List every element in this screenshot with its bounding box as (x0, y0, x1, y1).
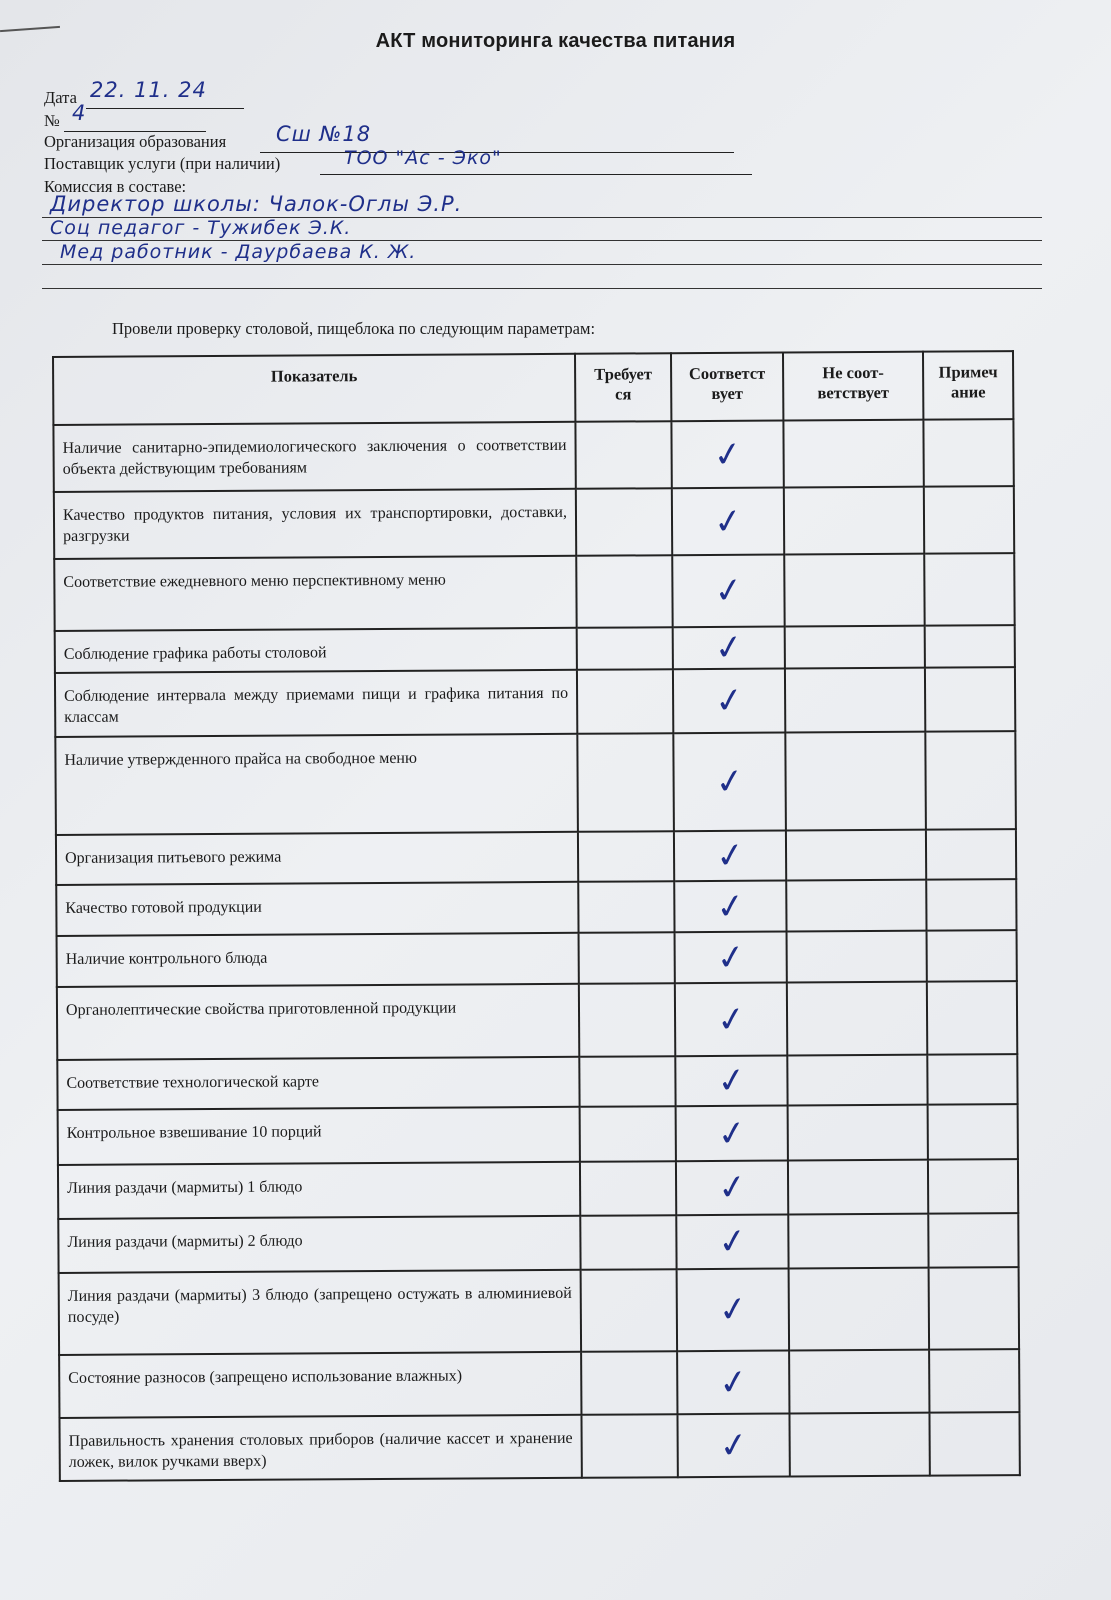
table-row (55, 625, 1015, 673)
header-complies: Соответст вует (671, 353, 783, 422)
table-row (58, 1104, 1018, 1165)
complies-cell (676, 1161, 788, 1216)
required-cell (577, 733, 674, 832)
intro-text: Провели проверку столовой, пищеблока по следующим параметрам: (112, 319, 596, 338)
number-label: № (44, 111, 60, 130)
date-underline (86, 108, 244, 109)
not-complies-cell (789, 1350, 929, 1414)
checkmark-icon: ✓ (713, 834, 748, 878)
header-note: Примеч ание (923, 351, 1013, 420)
commission-label: Комиссия в составе: (44, 177, 187, 196)
required-cell (578, 831, 674, 882)
table-row (58, 1213, 1018, 1273)
provider-label: Поставщик услуги (при наличии) (44, 154, 281, 173)
required-cell (580, 1215, 676, 1270)
table-row (55, 667, 1015, 737)
header-required: Требует ся (575, 353, 671, 422)
commission-member-3: Мед работник - Даурбаева К. Ж. (60, 241, 417, 263)
required-cell (581, 1414, 677, 1478)
not-complies-cell (783, 420, 923, 488)
number-field (44, 101, 87, 131)
table-row (53, 419, 1013, 492)
not-complies-cell (785, 668, 925, 733)
not-complies-cell (785, 732, 926, 831)
note-cell (929, 1349, 1019, 1413)
checkmark-icon: ✓ (713, 935, 748, 980)
complies-cell (676, 1215, 788, 1270)
provider-value: ТОО "Ас - Эко" (344, 147, 502, 169)
commission-member-2: Соц педагог - Тужибек Э.К. (50, 217, 352, 239)
organization-label: Организация образования (44, 132, 227, 151)
complies-cell (675, 983, 787, 1057)
checkmark-icon: ✓ (715, 1220, 750, 1264)
not-complies-cell (786, 830, 926, 881)
table-row (54, 486, 1014, 559)
provider-underline (320, 174, 752, 175)
indicator-cell: Соблюдение графика работы столовой (55, 628, 577, 673)
complies-cell (673, 669, 785, 734)
indicator-cell: Соответствие технологической карте (57, 1057, 579, 1110)
note-cell (929, 1412, 1019, 1476)
required-cell (579, 983, 675, 1057)
complies-cell (672, 555, 784, 628)
not-complies-cell (788, 1105, 928, 1161)
indicator-cell: Наличие санитарно-эпидемиологического заключения о соответствии объекта действующим требованиям (53, 422, 575, 492)
required-cell (577, 669, 673, 734)
complies-cell (677, 1269, 789, 1352)
commission-line-4 (42, 288, 1042, 289)
indicator-cell: Линия раздачи (мармиты) 2 блюдо (58, 1216, 580, 1273)
number-value: 4 (72, 101, 87, 125)
table-row (57, 930, 1017, 987)
note-cell (928, 1104, 1018, 1160)
checkmark-icon: ✓ (714, 1059, 749, 1103)
required-cell (580, 1161, 676, 1216)
checkmark-icon: ✓ (716, 1423, 751, 1468)
organization-value: Сш №18 (276, 122, 372, 146)
required-cell (579, 1056, 675, 1107)
note-cell (924, 553, 1014, 626)
complies-cell (675, 1056, 787, 1107)
checkmark-icon: ✓ (714, 1111, 749, 1156)
table-row (57, 1054, 1017, 1110)
document-title: АКТ мониторинга качества питания (375, 30, 736, 52)
indicator-cell: Состояние разносов (запрещено использование влажных) (59, 1352, 581, 1418)
required-cell (577, 627, 673, 670)
table-row (59, 1412, 1019, 1481)
indicator-cell: Линия раздачи (мармиты) 1 блюдо (58, 1162, 580, 1219)
indicator-cell: Соответствие ежедневного меню перспективному меню (54, 556, 576, 631)
date-value: 22. 11. 24 (90, 78, 207, 102)
complies-cell (674, 831, 786, 882)
note-cell (927, 930, 1017, 982)
header-not-complies: Не соот- ветствует (783, 352, 923, 421)
indicator-cell: Качество готовой продукции (56, 882, 578, 936)
not-complies-cell (787, 931, 927, 983)
table-header-row (53, 351, 1013, 425)
complies-cell (673, 627, 785, 670)
note-cell (928, 1159, 1018, 1214)
note-cell (925, 667, 1015, 732)
required-cell (575, 421, 671, 489)
indicator-cell: Линия раздачи (мармиты) 3 блюдо (запрещено остужать в алюминиевой посуде) (59, 1270, 581, 1355)
organization-field (44, 122, 372, 152)
date-label: Дата (44, 88, 77, 107)
checkmark-icon: ✓ (712, 760, 747, 804)
checkmark-icon: ✓ (711, 499, 746, 544)
not-complies-cell (788, 1214, 928, 1269)
required-cell (576, 488, 672, 556)
complies-cell (676, 1106, 788, 1162)
note-cell (925, 731, 1016, 830)
note-cell (926, 829, 1016, 880)
commission-member-1: Директор школы: Чалок-Оглы Э.Р. (50, 192, 463, 216)
checkmark-icon: ✓ (716, 1360, 751, 1405)
checkmark-icon: ✓ (713, 884, 748, 929)
note-cell (924, 486, 1014, 554)
checkmark-icon: ✓ (714, 997, 749, 1042)
table-body (53, 419, 1019, 1481)
note-cell (929, 1267, 1019, 1350)
not-complies-cell (784, 554, 924, 627)
checkmark-icon: ✓ (715, 1288, 750, 1332)
required-cell (576, 555, 672, 628)
provider-field (44, 147, 502, 174)
note-cell (927, 981, 1017, 1055)
indicator-cell: Организация питьевого режима (56, 832, 578, 885)
checkmark-icon: ✓ (711, 626, 746, 670)
indicator-cell: Органолептические свойства приготовленной продукции (57, 984, 579, 1060)
complies-cell (677, 1414, 789, 1478)
note-cell (923, 419, 1013, 487)
note-cell (928, 1213, 1018, 1268)
complies-cell (672, 488, 784, 556)
not-complies-cell (786, 880, 926, 932)
complies-cell (673, 733, 786, 832)
required-cell (578, 881, 674, 933)
indicator-cell: Контрольное взвешивание 10 порций (58, 1107, 580, 1165)
not-complies-cell (789, 1268, 929, 1351)
complies-cell (674, 881, 786, 933)
complies-cell (675, 932, 787, 984)
not-complies-cell (787, 982, 927, 1056)
not-complies-cell (788, 1160, 928, 1215)
required-cell (581, 1269, 677, 1352)
required-cell (580, 1106, 676, 1162)
complies-cell (677, 1351, 789, 1415)
not-complies-cell (789, 1413, 929, 1477)
indicator-cell: Наличие контрольного блюда (57, 933, 579, 987)
indicator-cell: Качество продуктов питания, условия их транспортировки, доставки, разгрузки (54, 489, 576, 559)
table-row (55, 731, 1016, 835)
commission-line-3 (42, 264, 1042, 265)
not-complies-cell (784, 487, 924, 555)
note-cell (927, 1054, 1017, 1105)
indicator-cell: Правильность хранения столовых приборов (наличие кассет и хранение ложек, вилок ручками вверх) (59, 1415, 581, 1481)
table-row (56, 879, 1016, 936)
table-row (54, 553, 1014, 631)
indicator-cell: Наличие утвержденного прайса на свободное меню (55, 734, 578, 835)
monitoring-table (52, 350, 1021, 1482)
table-row (56, 829, 1016, 885)
table-row (58, 1159, 1018, 1219)
required-cell (579, 932, 675, 984)
checkmark-icon: ✓ (712, 679, 747, 723)
checkmark-icon: ✓ (711, 569, 746, 613)
indicator-cell: Соблюдение интервала между приемами пищи и графика питания по классам (55, 670, 577, 737)
table-row (57, 981, 1017, 1060)
not-complies-cell (785, 626, 925, 669)
checkmark-icon: ✓ (710, 432, 745, 477)
note-cell (925, 625, 1015, 668)
table-row (59, 1267, 1019, 1355)
table-row (59, 1349, 1019, 1418)
complies-cell (671, 421, 783, 489)
not-complies-cell (787, 1055, 927, 1106)
note-cell (926, 879, 1016, 931)
header-indicator: Показатель (53, 354, 575, 425)
checkmark-icon: ✓ (715, 1166, 750, 1210)
required-cell (581, 1351, 677, 1415)
